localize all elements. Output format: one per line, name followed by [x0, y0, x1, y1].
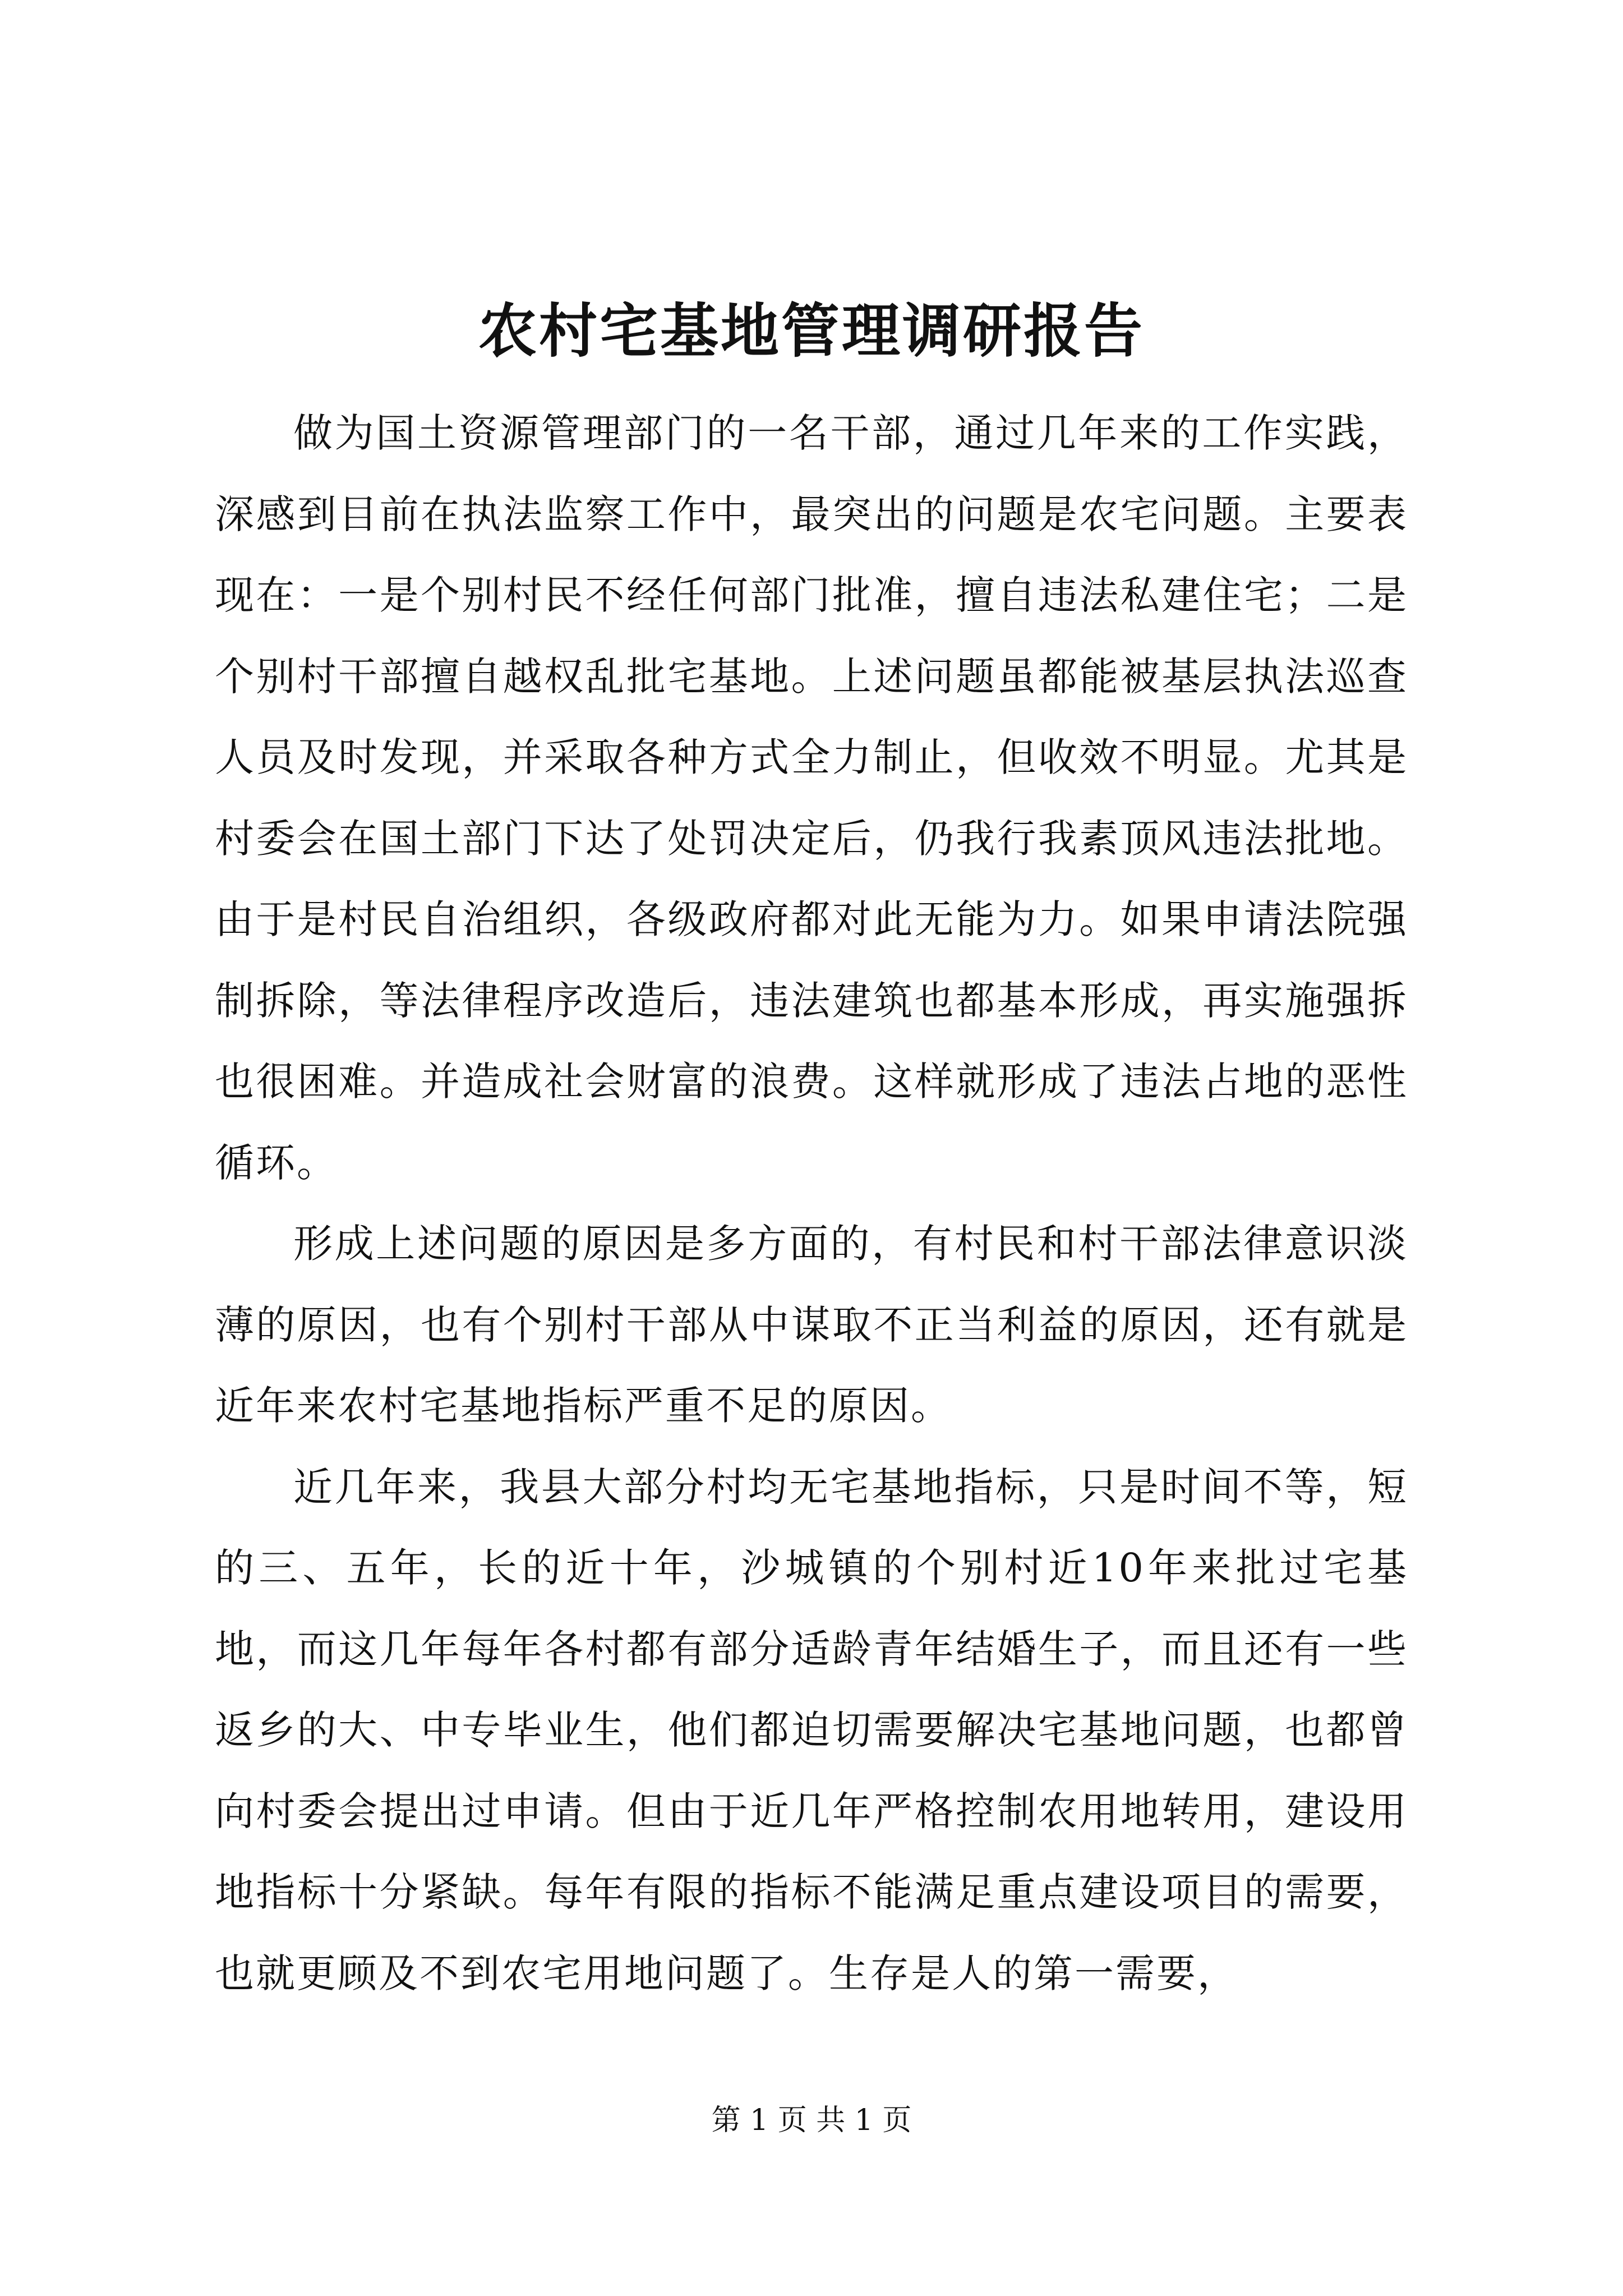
document-body: [215, 393, 1408, 2014]
page-footer: 第 1 页 共 1 页: [711, 2104, 912, 2137]
paragraph-2: 形成上述问题的原因是多方面的，有村民和村干部法律意识淡薄的原因，也有个别村干部从中谋取不正当利益的原因，还有就是近年来农村宅基地指标严重不足的原因。: [215, 1221, 1408, 1429]
paragraph-1: 做为国土资源管理部门的一名干部，通过几年来的工作实践，深感到目前在执法监察工作中，最突出的问题是农宅问题。主要表现在：一是个别村民不经任何部门批准，擅自违法私建住宅；二是个别村干部擅自越权乱批宅基地。上述问题虽都能被基层执法巡查人员及时发现，并采取各种方式全力制止，但收效不明显。尤其是村委会在国土部门下达了处罚决定后，仍我行我素顶风违法批地。由于是村民自治组织，各级政府都对此无能为力。如果申请法院强制拆除，等法律程序改造后，违法建筑也都基本形成，再实施强拆也很困难。并造成社会财富的浪费。这样就形成了违法占地的恶性循环。: [215, 410, 1408, 1186]
document-title: 农村宅基地管理调研报告: [478, 296, 1145, 365]
paragraph-3: 近几年来，我县大部分村均无宅基地指标，只是时间不等，短的三、五年，长的近十年，沙城镇的个别村近10年来批过宅基地，而这几年每年各村都有部分适龄青年结婚生子，而且还有一些返乡的大、中专毕业生，他们都迫切需要解决宅基地问题，也都曾向村委会提出过申请。但由于近几年严格控制农用地转用，建设用地指标十分紧缺。每年有限的指标不能满足重点建设项目的需要，也就更顾及不到农宅用地问题了。生存是人的第一需要，: [215, 1464, 1408, 1996]
